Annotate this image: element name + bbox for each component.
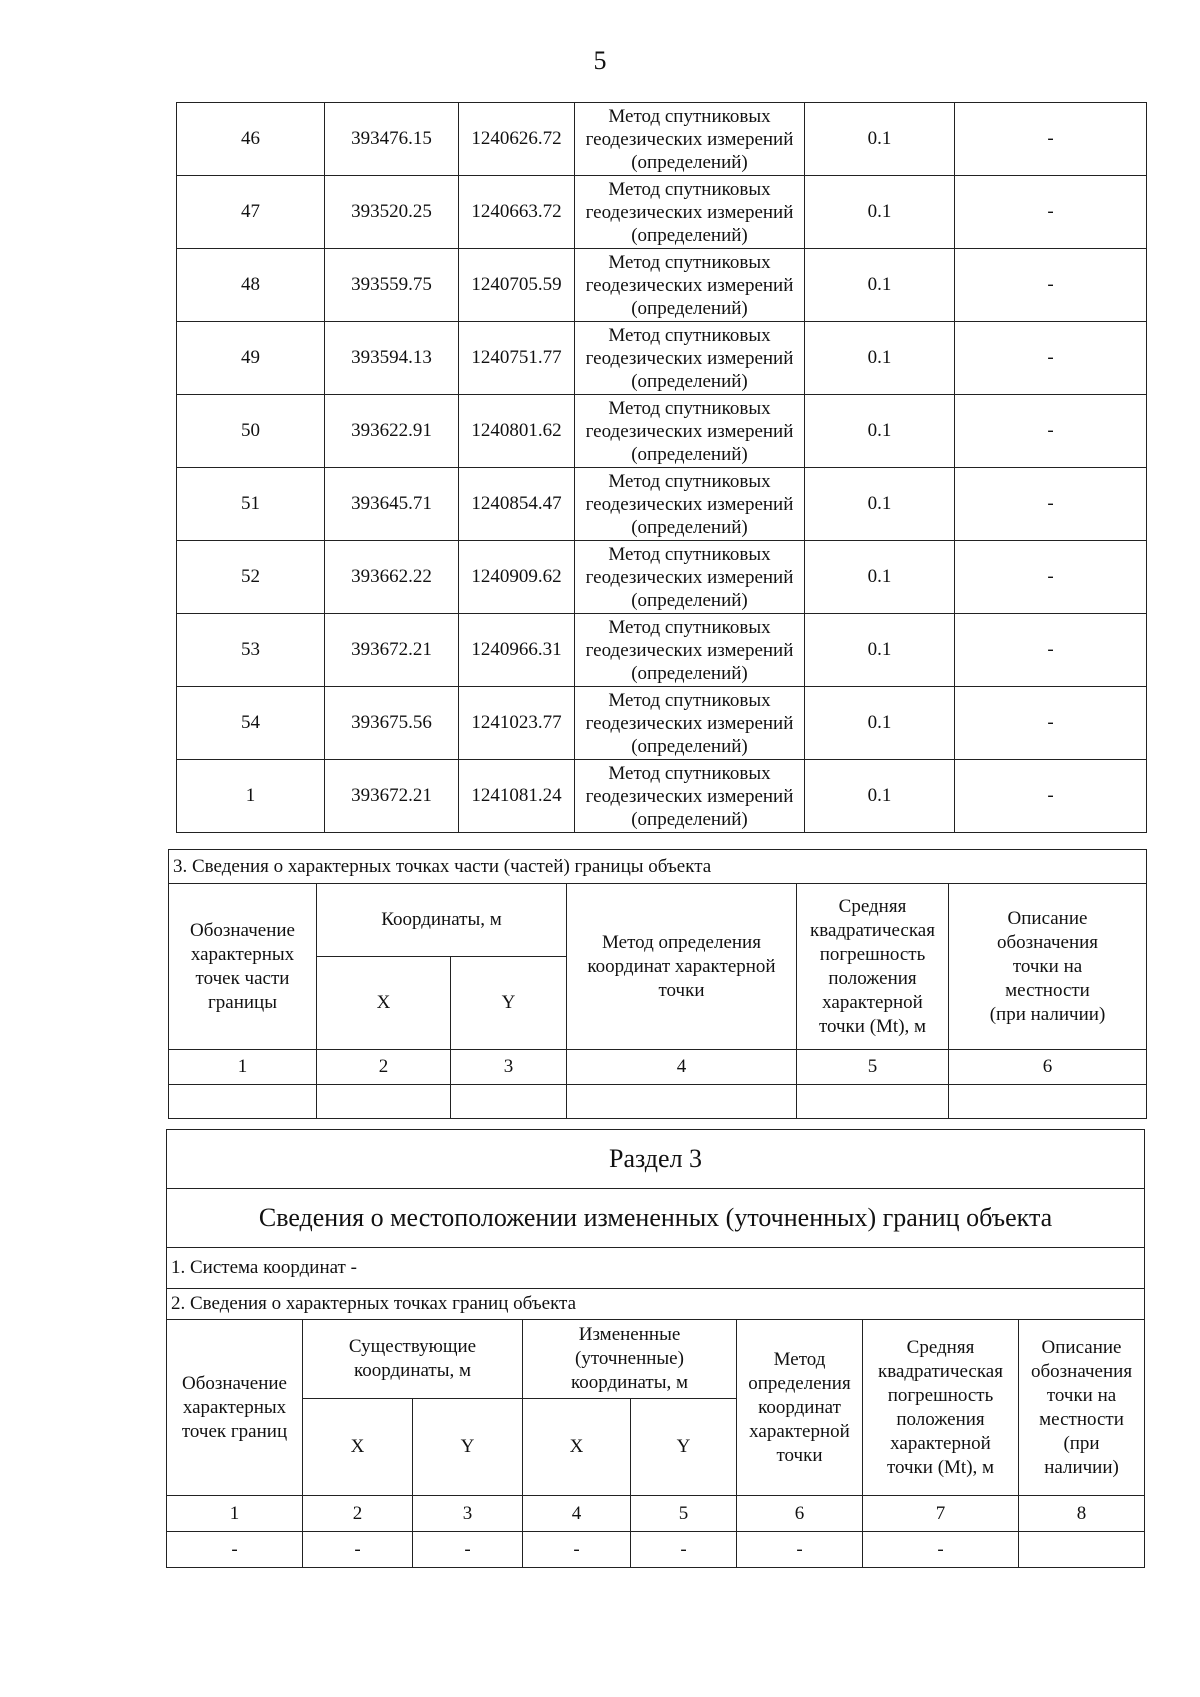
header-line: погрешность	[887, 1384, 994, 1406]
method-line: Метод спутниковых	[608, 178, 771, 200]
header-line: границы	[208, 991, 277, 1013]
coord-y: 1241023.77	[459, 687, 575, 760]
description: -	[955, 760, 1147, 833]
dash-cell: -	[863, 1532, 1019, 1568]
column-number: 3	[451, 1050, 567, 1085]
method	[575, 249, 805, 322]
header-line: (при наличии)	[989, 1003, 1106, 1025]
method-line: (определений)	[631, 735, 748, 757]
coord-y: 1240626.72	[459, 103, 575, 176]
method-line: геодезических измерений	[585, 128, 794, 150]
method-line: геодезических измерений	[585, 493, 794, 515]
method-line: геодезических измерений	[585, 347, 794, 369]
column-number: 5	[797, 1050, 949, 1085]
header-method-text	[569, 931, 794, 1003]
method-line: (определений)	[631, 443, 748, 465]
header-line: определения	[748, 1372, 851, 1394]
header-line: квадратическая	[878, 1360, 1003, 1382]
method	[575, 614, 805, 687]
header-line: местности	[1039, 1408, 1124, 1430]
header-line: координаты, м	[353, 1360, 472, 1381]
header-method	[567, 884, 797, 1050]
r3-header-changed-text	[525, 1323, 734, 1395]
dash-cell: -	[167, 1532, 303, 1568]
column-number: 6	[737, 1496, 863, 1532]
table-row	[177, 395, 1147, 468]
header-line: Описание	[1041, 1336, 1122, 1358]
r3-header-existing-x: X	[303, 1399, 413, 1496]
method-line: Метод спутниковых	[608, 105, 771, 127]
coord-y: 1240966.31	[459, 614, 575, 687]
header-line: Средняя	[838, 895, 907, 917]
description: -	[955, 395, 1147, 468]
point-number: 50	[177, 395, 325, 468]
coord-y: 1240854.47	[459, 468, 575, 541]
point-number: 52	[177, 541, 325, 614]
description: -	[955, 614, 1147, 687]
method	[575, 468, 805, 541]
coord-y: 1240801.62	[459, 395, 575, 468]
dash-cell: -	[631, 1532, 737, 1568]
header-line: Обозначение	[190, 919, 295, 941]
section3-subtitle: Сведения о местоположении измененных (уточненных) границ объекта	[167, 1189, 1145, 1248]
header-line: координат	[758, 1396, 841, 1418]
column-number: 8	[1019, 1496, 1145, 1532]
method-line: (определений)	[631, 151, 748, 173]
method-line: геодезических измерений	[585, 639, 794, 661]
header-line: наличии)	[1044, 1456, 1119, 1478]
header-line: Описание	[1007, 907, 1088, 929]
method-line: (определений)	[631, 297, 748, 319]
r3-dash-row	[167, 1532, 1145, 1568]
header-line: местности	[1005, 979, 1090, 1001]
method-line: (определений)	[631, 516, 748, 538]
r3-header-existing-text	[305, 1335, 520, 1383]
method-line: (определений)	[631, 589, 748, 611]
section3-title: Раздел 3	[167, 1130, 1145, 1189]
points-table-body	[177, 103, 1147, 833]
method-line: геодезических измерений	[585, 566, 794, 588]
description: -	[955, 176, 1147, 249]
method-line: геодезических измерений	[585, 201, 794, 223]
method-line: (определений)	[631, 370, 748, 392]
column-number: 4	[567, 1050, 797, 1085]
header-line: точек части	[195, 967, 290, 989]
points-caption: 2. Сведения о характерных точках границ объекта	[167, 1289, 1145, 1320]
part-points-caption: 3. Сведения о характерных точках части (частей) границы объекта	[169, 850, 1147, 884]
r3-header-existing	[303, 1320, 523, 1399]
r3-header-designation-text	[169, 1372, 300, 1444]
description: -	[955, 468, 1147, 541]
header-description-text	[951, 907, 1144, 1027]
column-number: 7	[863, 1496, 1019, 1532]
dash-cell: -	[523, 1532, 631, 1568]
coord-x: 393672.21	[325, 614, 459, 687]
point-number: 48	[177, 249, 325, 322]
header-line: Существующие	[348, 1336, 477, 1357]
header-line: положения	[828, 967, 917, 989]
mt-value: 0.1	[805, 541, 955, 614]
table-row	[177, 322, 1147, 395]
r3-header-method-text	[739, 1348, 860, 1468]
header-mt	[797, 884, 949, 1050]
column-number: 3	[413, 1496, 523, 1532]
method	[575, 760, 805, 833]
header-y: Y	[451, 957, 567, 1050]
table-row	[177, 176, 1147, 249]
coord-x: 393672.21	[325, 760, 459, 833]
header-line: точки (Mt), м	[818, 1015, 927, 1037]
method-line: Метод спутниковых	[608, 616, 771, 638]
section3-table	[166, 1129, 1145, 1568]
table-row	[177, 614, 1147, 687]
method	[575, 103, 805, 176]
column-number: 1	[167, 1496, 303, 1532]
method-line: геодезических измерений	[585, 785, 794, 807]
coord-x: 393675.56	[325, 687, 459, 760]
method-line: (определений)	[631, 224, 748, 246]
method-line: (определений)	[631, 662, 748, 684]
header-coords: Координаты, м	[317, 884, 567, 957]
page-number: 5	[593, 46, 607, 75]
header-line: характерных	[190, 943, 295, 965]
method-line: Метод спутниковых	[608, 689, 771, 711]
table-row	[177, 541, 1147, 614]
dash-cell: -	[413, 1532, 523, 1568]
method-line: Метод спутниковых	[608, 543, 771, 565]
r3-column-numbers-row	[167, 1496, 1145, 1532]
header-line: характерной	[822, 991, 923, 1013]
header-line: (уточненные)	[575, 1348, 684, 1369]
header-mt-text	[799, 895, 946, 1039]
method	[575, 322, 805, 395]
mt-value: 0.1	[805, 395, 955, 468]
r3-header-existing-y: Y	[413, 1399, 523, 1496]
points-table	[176, 102, 1147, 833]
coord-x: 393645.71	[325, 468, 459, 541]
column-number: 5	[631, 1496, 737, 1532]
table-row	[177, 760, 1147, 833]
description: -	[955, 322, 1147, 395]
mt-value: 0.1	[805, 176, 955, 249]
method	[575, 395, 805, 468]
mt-value: 0.1	[805, 249, 955, 322]
mt-value: 0.1	[805, 103, 955, 176]
coord-y: 1240705.59	[459, 249, 575, 322]
dash-cell: -	[737, 1532, 863, 1568]
r3-header-mt-text	[865, 1336, 1016, 1480]
header-line: точки	[658, 979, 705, 1001]
r3-header-mt	[863, 1320, 1019, 1496]
mt-value: 0.1	[805, 760, 955, 833]
header-line: Метод определения	[602, 931, 761, 953]
dash-cell: -	[303, 1532, 413, 1568]
mt-value: 0.1	[805, 468, 955, 541]
coord-y: 1240909.62	[459, 541, 575, 614]
point-number: 53	[177, 614, 325, 687]
column-number: 4	[523, 1496, 631, 1532]
description: -	[955, 249, 1147, 322]
method	[575, 176, 805, 249]
header-description	[949, 884, 1147, 1050]
part-points-table	[168, 849, 1147, 1119]
dash-cell	[1019, 1532, 1145, 1568]
coord-y: 1240751.77	[459, 322, 575, 395]
point-number: 46	[177, 103, 325, 176]
coord-system: 1. Система координат -	[167, 1248, 1145, 1289]
header-line: характерных	[182, 1396, 287, 1418]
coord-x: 393520.25	[325, 176, 459, 249]
column-number: 1	[169, 1050, 317, 1085]
header-designation-text	[171, 919, 314, 1015]
method-line: (определений)	[631, 808, 748, 830]
method	[575, 541, 805, 614]
method	[575, 687, 805, 760]
header-line: координаты, м	[570, 1372, 689, 1393]
header-line: координат характерной	[587, 955, 776, 977]
coord-x: 393662.22	[325, 541, 459, 614]
r3-header-description	[1019, 1320, 1145, 1496]
header-line: точек границ	[181, 1420, 288, 1442]
point-number: 49	[177, 322, 325, 395]
coord-x: 393622.91	[325, 395, 459, 468]
column-numbers-row	[169, 1050, 1147, 1085]
header-line: Средняя	[906, 1336, 975, 1358]
coord-x: 393559.75	[325, 249, 459, 322]
mt-value: 0.1	[805, 322, 955, 395]
coord-x: 393476.15	[325, 103, 459, 176]
header-line: точки (Mt), м	[886, 1456, 995, 1478]
point-number: 47	[177, 176, 325, 249]
method-line: геодезических измерений	[585, 420, 794, 442]
table-row	[177, 687, 1147, 760]
header-line: обозначения	[1030, 1360, 1133, 1382]
mt-value: 0.1	[805, 614, 955, 687]
description: -	[955, 541, 1147, 614]
header-line: точки на	[1046, 1384, 1117, 1406]
header-line: характерной	[749, 1420, 850, 1442]
header-line: характерной	[890, 1432, 991, 1454]
point-number: 51	[177, 468, 325, 541]
method-line: Метод спутниковых	[608, 324, 771, 346]
description: -	[955, 687, 1147, 760]
header-line: (при	[1063, 1432, 1100, 1454]
method-line: Метод спутниковых	[608, 470, 771, 492]
r3-header-changed	[523, 1320, 737, 1399]
header-line: положения	[896, 1408, 985, 1430]
table-row	[177, 249, 1147, 322]
header-line: погрешность	[819, 943, 926, 965]
mt-value: 0.1	[805, 687, 955, 760]
method-line: Метод спутниковых	[608, 762, 771, 784]
point-number: 54	[177, 687, 325, 760]
method-line: Метод спутниковых	[608, 397, 771, 419]
coord-x: 393594.13	[325, 322, 459, 395]
r3-header-changed-x: X	[523, 1399, 631, 1496]
column-number: 2	[303, 1496, 413, 1532]
r3-header-designation	[167, 1320, 303, 1496]
table-row	[177, 468, 1147, 541]
r3-header-description-text	[1021, 1336, 1142, 1480]
header-line: Измененные	[578, 1324, 681, 1345]
method-line: Метод спутниковых	[608, 251, 771, 273]
column-number: 2	[317, 1050, 451, 1085]
description: -	[955, 103, 1147, 176]
r3-header-changed-y: Y	[631, 1399, 737, 1496]
header-line: Обозначение	[182, 1372, 287, 1394]
header-x: X	[317, 957, 451, 1050]
point-number: 1	[177, 760, 325, 833]
header-line: точки	[776, 1444, 823, 1466]
header-line: Метод	[773, 1348, 826, 1370]
empty-row	[169, 1085, 1147, 1119]
header-designation	[169, 884, 317, 1050]
header-line: квадратическая	[810, 919, 935, 941]
header-line: точки на	[1012, 955, 1083, 977]
column-number: 6	[949, 1050, 1147, 1085]
coord-y: 1241081.24	[459, 760, 575, 833]
method-line: геодезических измерений	[585, 274, 794, 296]
coord-y: 1240663.72	[459, 176, 575, 249]
method-line: геодезических измерений	[585, 712, 794, 734]
table-row	[177, 103, 1147, 176]
header-line: обозначения	[996, 931, 1099, 953]
r3-header-method	[737, 1320, 863, 1496]
